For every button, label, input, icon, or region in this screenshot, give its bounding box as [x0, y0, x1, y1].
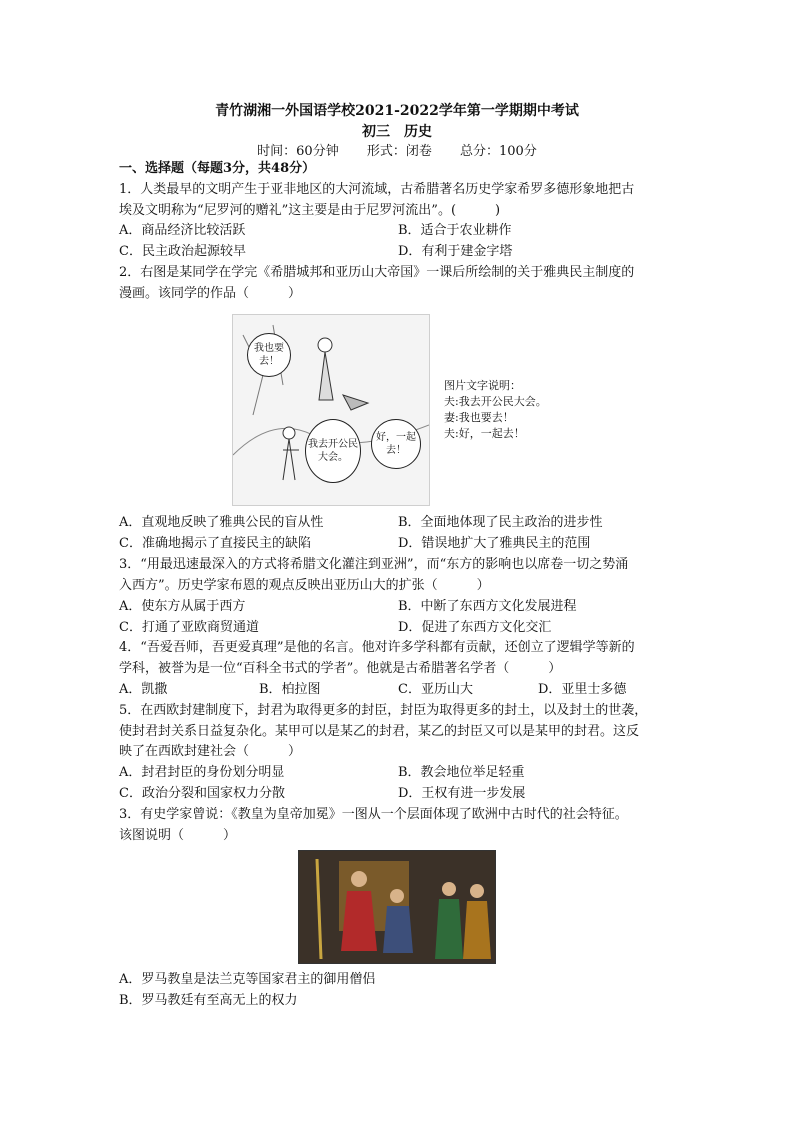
exam-form: 形式：闭卷	[366, 144, 432, 159]
q1-option-d: D．有利于建金字塔	[398, 244, 513, 259]
q3-stem-line2: 入西方”。历史学家布恩的观点反映出亚历山大的扩张（ ）	[119, 578, 490, 593]
q2-stem-line2: 漫画。该同学的作品（ ）	[119, 286, 302, 301]
q2-option-b: B．全面地体现了民主政治的进步性	[398, 515, 603, 530]
exam-meta	[0, 140, 794, 159]
q3-stem-line1: 3．“用最迅速最深入的方式将希腊文化灌注到亚洲”，而“东方的影响也以席卷一切之势涌	[119, 557, 629, 572]
bubble-wife: 我也要去！	[247, 333, 291, 377]
q4-option-b: B．柏拉图	[259, 682, 321, 697]
caption-line-2: 妻:我也要去！	[444, 411, 514, 424]
exam-time: 时间：60分钟	[257, 144, 339, 159]
q4-option-d: D．亚里士多德	[538, 682, 627, 697]
exam-title: 青竹湖湘一外国语学校2021-2022学年第一学期期中考试	[215, 103, 579, 119]
q6-option-b: B．罗马教廷有至高无上的权力	[119, 993, 298, 1008]
q2-option-a: A．直观地反映了雅典公民的盲从性	[119, 515, 324, 530]
q6-stem-line1: 3．有史学家曾说：《教皇为皇帝加冕》一图从一个层面体现了欧洲中古时代的社会特征。	[119, 807, 628, 822]
cartoon-caption	[444, 378, 547, 442]
q5-option-d: D．王权有进一步发展	[398, 786, 526, 801]
bubble-husband: 我去开公民大会。	[305, 419, 361, 483]
q5-stem-line2: 使封君封关系日益复杂化。某甲可以是某乙的封君，某乙的封臣又可以是某甲的封君。这反	[119, 724, 640, 739]
caption-line-3: 夫:好，一起去！	[444, 427, 525, 440]
q1-option-a: A．商品经济比较活跃	[119, 223, 246, 238]
caption-line-1: 夫:我去开公民大会。	[444, 395, 547, 408]
q3-option-b: B．中断了东西方文化发展进程	[398, 599, 577, 614]
q1-stem-line2: 埃及文明称为“尼罗河的赠礼”这主要是由于尼罗河流出”。( )	[119, 203, 501, 218]
q4-option-a: A．凯撒	[119, 682, 168, 697]
bubble-reply: 好，一起去！	[371, 419, 421, 469]
q5-option-c: C．政治分裂和国家权力分散	[119, 786, 285, 801]
q1-option-c: C．民主政治起源较早	[119, 244, 246, 259]
q5-option-a: A．封君封臣的身份划分明显	[119, 765, 285, 780]
section-heading: 一、选择题（每题3分，共48分）	[119, 161, 316, 176]
q4-stem-line2: 学科，被誉为是一位“百科全书式的学者”。他就是古希腊著名学者（ ）	[119, 661, 562, 676]
q4-stem-line1: 4．“吾爱吾师，吾更爱真理”是他的名言。他对许多学科都有贡献，还创立了逻辑学等新的	[119, 640, 635, 655]
q5-option-b: B．教会地位举足轻重	[398, 765, 525, 780]
q2-stem-line1: 2．右图是某同学在学完《希腊城邦和亚历山大帝国》一课后所绘制的关于雅典民主制度的	[119, 265, 635, 280]
q1-stem-line1: 1．人类最早的文明产生于亚非地区的大河流域，古希腊著名历史学家希罗多德形象地把古	[119, 182, 635, 197]
caption-title: 图片文字说明：	[444, 379, 521, 392]
coronation-sketch	[299, 851, 495, 963]
q6-option-a: A．罗马教皇是法兰克等国家君主的御用僧侣	[119, 972, 376, 987]
coronation-painting	[298, 850, 496, 964]
exam-subtitle: 初三 历史	[362, 124, 432, 140]
q1-option-b: B．适合于农业耕作	[398, 223, 512, 238]
q2-option-d: D．错误地扩大了雅典民主的范围	[398, 536, 591, 551]
q5-stem-line1: 5．在西欧封建制度下，封君为取得更多的封臣，封臣为取得更多的封土，以及封土的世袭，	[119, 703, 648, 718]
q3-option-d: D．促进了东西方文化交汇	[398, 620, 552, 635]
q3-option-c: C．打通了亚欧商贸通道	[119, 620, 259, 635]
q5-stem-line3: 映了在西欧封建社会（ ）	[119, 744, 302, 759]
exam-total: 总分：100分	[460, 144, 537, 159]
q2-option-c: C．准确地揭示了直接民主的缺陷	[119, 536, 311, 551]
q4-option-c: C．亚历山大	[398, 682, 473, 697]
q3-option-a: A．使东方从属于西方	[119, 599, 246, 614]
q6-stem-line2: 该图说明（ ）	[119, 828, 237, 843]
cartoon-image	[232, 314, 430, 506]
